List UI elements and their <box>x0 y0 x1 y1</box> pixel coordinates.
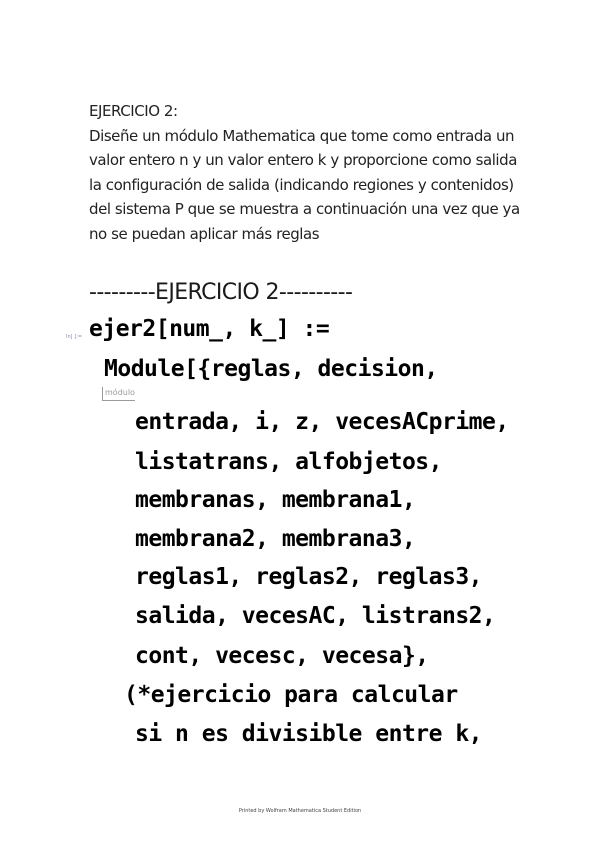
code-line: ejer2[num_, k_] := <box>89 316 330 342</box>
code-comment-line: si n es divisible entre k, <box>135 721 483 747</box>
code-line: entrada, i, z, vecesACprime, <box>135 409 509 435</box>
statement-line: Diseñe un módulo Mathematica que tome como entrada un <box>89 126 515 145</box>
code-line: membrana2, membrana3, <box>135 526 416 552</box>
statement-line: valor entero n y un valor entero k y proporcione como salida <box>89 151 517 169</box>
exercise-title: EJERCICIO 2: <box>89 102 178 120</box>
section-heading: ---------EJERCICIO 2---------- <box>89 280 353 305</box>
code-line: listatrans, alfobjetos, <box>135 449 442 475</box>
code-line: cont, vecesc, vecesa}, <box>135 643 429 669</box>
statement-line: del sistema P que se muestra a continuación una vez que ya <box>89 200 520 218</box>
print-footer: Printed by Wolfram Mathematica Student Edition <box>238 808 362 814</box>
code-line: salida, vecesAC, listrans2, <box>135 603 496 629</box>
code-hint-tooltip: módulo <box>102 387 135 401</box>
code-line: reglas1, reglas2, reglas3, <box>135 564 483 590</box>
code-line: Module[{reglas, decision, <box>104 356 438 382</box>
statement-line: no se puedan aplicar más reglas <box>89 224 320 243</box>
statement-line: la configuración de salida (indicando regiones y contenidos) <box>89 175 514 194</box>
exercise-statement <box>89 99 539 246</box>
code-comment-line: (*ejercicio para calcular <box>124 682 458 708</box>
input-cell-label: In[ ]:= <box>66 334 83 340</box>
code-line: membranas, membrana1, <box>135 487 416 513</box>
